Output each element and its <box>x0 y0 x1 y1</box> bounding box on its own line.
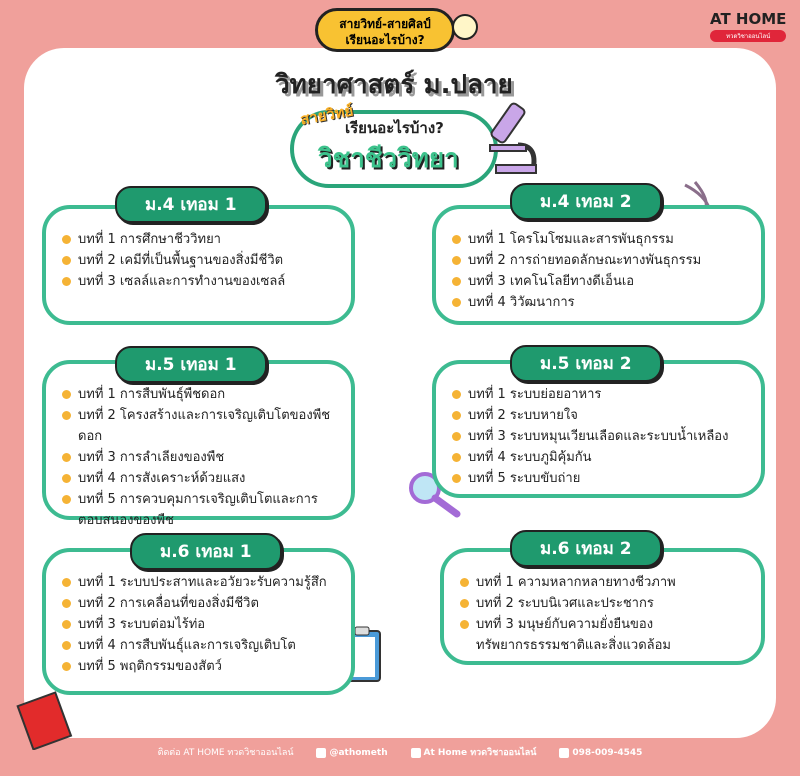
chapter-item: บทที่ 3 ระบบต่อมไร้ท่อ <box>62 614 341 635</box>
logo <box>710 10 786 42</box>
chapter-item: บทที่ 3 การลำเลียงของพืช <box>62 447 341 468</box>
section-label: ม.4 เทอม 2 <box>510 183 662 220</box>
logo-subtext: ทวดวิชาออนไลน์ <box>710 30 786 42</box>
logo-text: AT HOME <box>710 10 787 28</box>
chapter-item: บทที่ 4 ระบบภูมิคุ้มกัน <box>452 447 751 468</box>
chapter-item: บทที่ 4 การสังเคราะห์ด้วยแสง <box>62 468 341 489</box>
bubble-line1: สายวิทย์-สายศิลป์ <box>339 17 431 31</box>
chapter-item: บทที่ 3 ระบบหมุนเวียนเลือดและระบบน้ำเหลือง <box>452 426 751 447</box>
footer-phone[interactable] <box>559 748 642 758</box>
section-label: ม.4 เทอม 1 <box>115 186 267 223</box>
stream-tag: สายวิทย์ <box>298 101 355 129</box>
footer-facebook[interactable] <box>411 748 537 758</box>
page-title: วิทยาศาสตร์ ม.ปลาย <box>275 70 513 100</box>
section-box <box>42 360 355 528</box>
chapter-item: บทที่ 2 โครงสร้างและการเจริญเติบโตของพืชดอก <box>62 405 341 447</box>
chapter-item: บทที่ 3 เทคโนโลยีทางดีเอ็นเอ <box>452 271 751 292</box>
footer-contact: ติดต่อ AT HOME ทวดวิชาออนไลน์ <box>157 748 294 758</box>
chapter-item: บทที่ 1 การสืบพันธุ์พืชดอก <box>62 384 341 405</box>
subject-title: วิชาชีววิทยา <box>318 144 459 174</box>
section-box <box>42 548 355 695</box>
chapter-item: บทที่ 3 เซลล์และการทำงานของเซลล์ <box>62 271 341 292</box>
phone-number: 098-009-4545 <box>572 748 643 758</box>
section-label: ม.6 เทอม 2 <box>510 530 662 567</box>
chapter-item: บทที่ 2 การเคลื่อนที่ของสิ่งมีชีวิต <box>62 593 341 614</box>
chapter-item: บทที่ 1 ระบบย่อยอาหาร <box>452 384 751 405</box>
chapter-item: บทที่ 4 วิวัฒนาการ <box>452 292 751 313</box>
chapter-item: บทที่ 1 ความหลากหลายทางชีวภาพ <box>460 572 751 593</box>
line-handle: @athometh <box>329 748 388 758</box>
chapter-item: บทที่ 5 พฤติกรรมของสัตว์ <box>62 656 341 677</box>
chapter-item: บทที่ 2 เคมีที่เป็นพื้นฐานของสิ่งมีชีวิต <box>62 250 341 271</box>
subtitle: เรียนอะไรบ้าง? <box>345 119 444 137</box>
phone-icon <box>559 748 569 758</box>
section-label: ม.5 เทอม 1 <box>115 346 267 383</box>
footer-line[interactable] <box>316 748 387 758</box>
section-box <box>432 205 765 325</box>
chapter-item: บทที่ 5 ระบบขับถ่าย <box>452 468 751 489</box>
chapter-item: บทที่ 4 การสืบพันธุ์และการเจริญเติบโต <box>62 635 341 656</box>
chapter-item: บทที่ 1 ระบบประสาทและอวัยวะรับความรู้สึก <box>62 572 341 593</box>
chapter-item: บทที่ 2 ระบบหายใจ <box>452 405 751 426</box>
section-box <box>42 205 355 325</box>
section-label: ม.5 เทอม 2 <box>510 345 662 382</box>
chapter-item: บทที่ 2 การถ่ายทอดลักษณะทางพันธุกรรม <box>452 250 751 271</box>
chapter-item: บทที่ 2 ระบบนิเวศและประชากร <box>460 593 751 614</box>
speech-bubble <box>315 8 455 52</box>
chapter-item: บทที่ 5 การควบคุมการเจริญเติบโตและการตอบสนองของพืช <box>62 489 341 531</box>
facebook-name: At Home ทวดวิชาออนไลน์ <box>423 748 537 758</box>
footer <box>0 745 800 759</box>
microscope-icon <box>478 95 548 185</box>
section-label: ม.6 เทอม 1 <box>130 533 282 570</box>
bubble-line2: เรียนอะไรบ้าง? <box>345 33 425 47</box>
line-icon <box>316 748 326 758</box>
chapter-item: บทที่ 3 มนุษย์กับความยั่งยืนของทรัพยากรธรรมชาติและสิ่งแวดล้อม <box>460 614 751 656</box>
lightbulb-icon <box>452 14 478 40</box>
chapter-item: บทที่ 1 โครโมโซมและสารพันธุกรรม <box>452 229 751 250</box>
chapter-item: บทที่ 1 การศึกษาชีววิทยา <box>62 229 341 250</box>
notebook-icon <box>16 690 76 750</box>
facebook-icon <box>411 748 421 758</box>
